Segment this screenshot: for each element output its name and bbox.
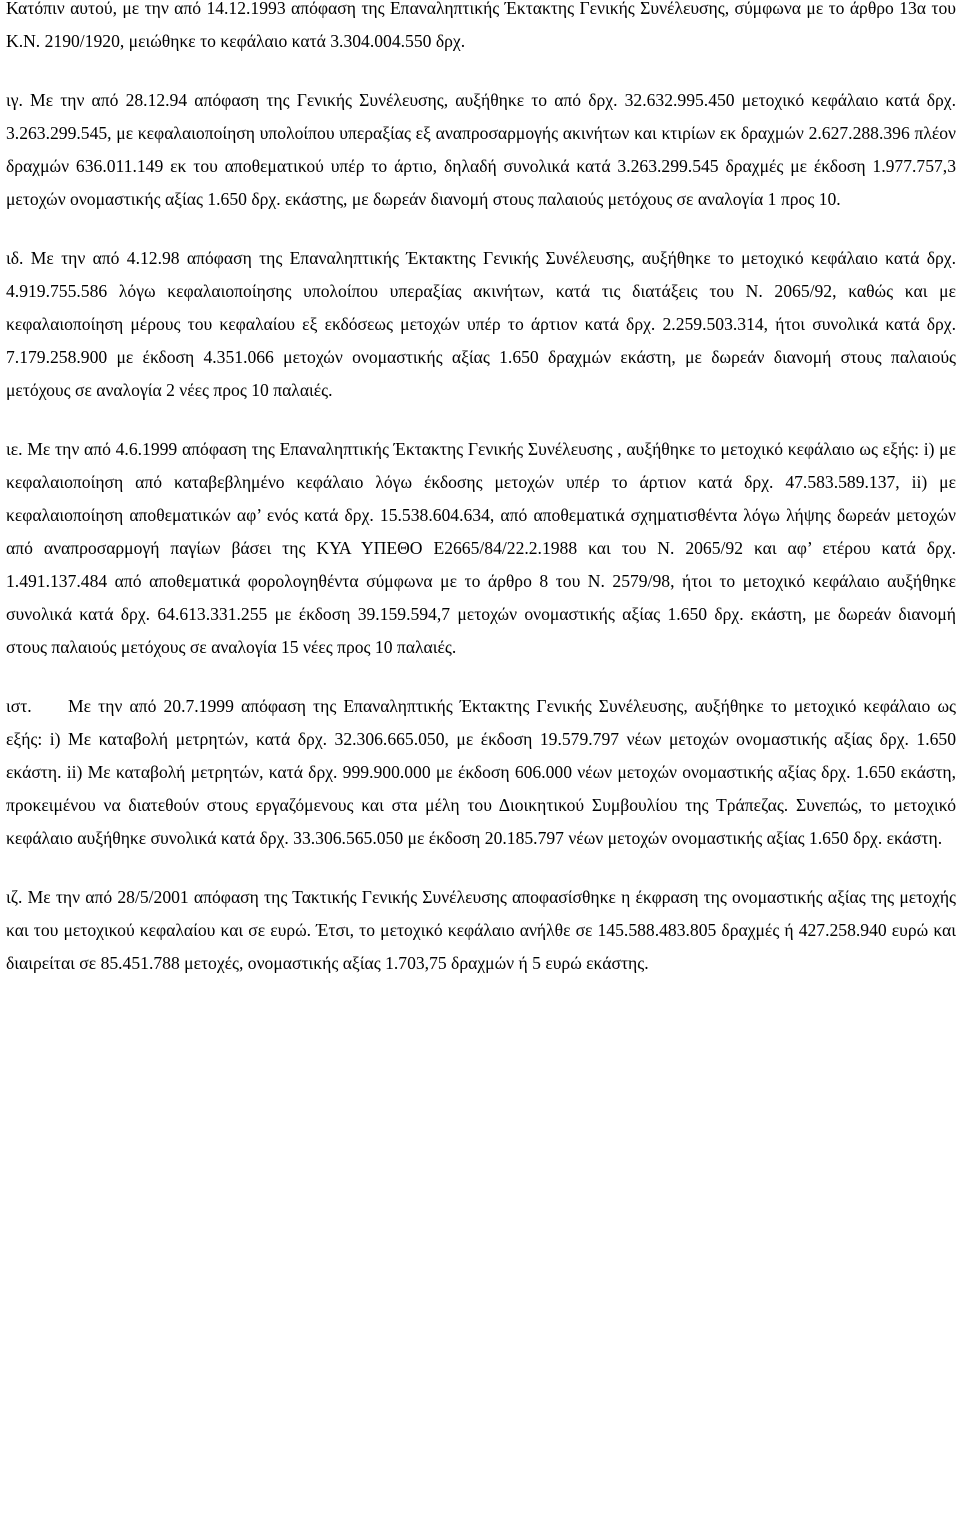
list-item-ie bbox=[6, 433, 956, 664]
list-item-iz bbox=[6, 881, 956, 980]
list-item-ist bbox=[6, 690, 956, 855]
list-item-ig bbox=[6, 84, 956, 216]
item-text: Με την από 4.12.98 απόφαση της Επαναληπτικής Έκτακτης Γενικής Συνέλευσης, αυξήθηκε το μετοχικό κεφάλαιο κατά δρχ. 4.919.755.586 λόγω κεφαλαιοποίησης υπολοίπου υπεραξίας ακινήτων, κατά τις διατάξεις του Ν. 2065/92, καθώς και με κεφαλαιοποίηση μέρους του κεφαλαίου εξ εκδόσεως μετοχών υπέρ το άρτιον κατά δρχ. 2.259.503.314, ήτοι συνολικά κατά δρχ. 7.179.258.900 με έκδοση 4.351.066 μετοχών ονομαστικής αξίας 1.650 δραχμών εκάστη, με δωρεάν διανομή στους παλαιούς μετόχους σε αναλογία 2 νέες προς 10 παλαιές. bbox=[6, 248, 956, 400]
list-item-id bbox=[6, 242, 956, 407]
item-text: Με την από 28.12.94 απόφαση της Γενικής Συνέλευσης, αυξήθηκε το από δρχ. 32.632.995.450 μετοχικό κεφάλαιο κατά δρχ. 3.263.299.545, με κεφαλαιοποίηση υπολοίπου υπεραξίας εξ αναπροσαρμογής ακινήτων και κτιρίων εκ δραχμών 2.627.288.396 πλέον δραχμών 636.011.149 εκ του αποθεματικού υπέρ το άρτιο, δηλαδή συνολικά κατά 3.263.299.545 δραχμές με έκδοση 1.977.757,3 μετοχών ονομαστικής αξίας 1.650 δρχ. εκάστης, με δωρεάν διανομή στους παλαιούς μετόχους σε αναλογία 1 προς 10. bbox=[6, 90, 956, 209]
item-label: ιζ. bbox=[6, 887, 23, 907]
item-label: ιδ. bbox=[6, 248, 24, 268]
item-label: ιγ. bbox=[6, 90, 23, 110]
item-label: ιστ. bbox=[6, 696, 32, 716]
intro-paragraph: Κατόπιν αυτού, με την από 14.12.1993 απόφαση της Επαναληπτικής Έκτακτης Γενικής Συνέλευσης, σύμφωνα με το άρθρο 13α του Κ.Ν. 2190/1920, μειώθηκε το κεφάλαιο κατά 3.304.004.550 δρχ. bbox=[6, 0, 956, 51]
item-label: ιε. bbox=[6, 439, 23, 459]
item-text: Με την από 4.6.1999 απόφαση της Επαναληπτικής Έκτακτης Γενικής Συνέλευσης , αυξήθηκε το μετοχικό κεφάλαιο ως εξής: i) με κεφαλαιοποίηση από καταβεβλημένο κεφάλαιο λόγω έκδοσης μετοχών υπέρ το άρτιον κατά δρχ. 47.583.589.137, ii) με κεφαλαιοποίηση αποθεματικών αφ’ ενός κατά δρχ. 15.538.604.634, από αποθεματικά σχηματισθέντα λόγω λήψης δωρεάν μετοχών από αναπροσαρμογή παγίων βάσει της ΚΥΑ ΥΠΕΘΟ Ε2665/84/22.2.1988 και του Ν. 2065/92 και αφ’ ετέρου κατά δρχ. 1.491.137.484 από αποθεματικά φορολογηθέντα σύμφωνα με το άρθρο 8 του Ν. 2579/98, ήτοι το μετοχικό κεφάλαιο αυξήθηκε συνολικά κατά δρχ. 64.613.331.255 με έκδοση 39.159.594,7 μετοχών ονομαστικής αξίας 1.650 δρχ. εκάστη, με δωρεάν διανομή στους παλαιούς μετόχους σε αναλογία 15 νέες προς 10 παλαιές. bbox=[6, 439, 957, 657]
item-text: Με την από 20.7.1999 απόφαση της Επαναληπτικής Έκτακτης Γενικής Συνέλευσης, αυξήθηκε το μετοχικό κεφάλαιο ως εξής: i) Με καταβολή μετρητών, κατά δρχ. 32.306.665.050, με έκδοση 19.579.797 νέων μετοχών ονομαστικής αξίας δρχ. 1.650 εκάστη. ii) Με καταβολή μετρητών, κατά δρχ. 999.900.000 με έκδοση 606.000 νέων μετοχών ονομαστικής αξίας δρχ. 1.650 εκάστη, προκειμένου να διατεθούν στους εργαζόμενους και στα μέλη του Διοικητικού Συμβουλίου της Τράπεζας. Συνεπώς, το μετοχικό κεφάλαιο αυξήθηκε συνολικά κατά δρχ. 33.306.565.050 με έκδοση 20.185.797 νέων μετοχών ονομαστικής αξίας 1.650 δρχ. εκάστη. bbox=[6, 696, 956, 848]
document-page bbox=[6, 0, 956, 980]
item-text: Με την από 28/5/2001 απόφαση της Τακτικής Γενικής Συνέλευσης αποφασίσθηκε η έκφραση της ονομαστικής αξίας της μετοχής και του μετοχικού κεφαλαίου και σε ευρώ. Έτσι, το μετοχικό κεφάλαιο ανήλθε σε 145.588.483.805 δραχμές ή 427.258.940 ευρώ και διαιρείται σε 85.451.788 μετοχές, ονομαστικής αξίας 1.703,75 δραχμών ή 5 ευρώ εκάστης. bbox=[6, 887, 957, 973]
